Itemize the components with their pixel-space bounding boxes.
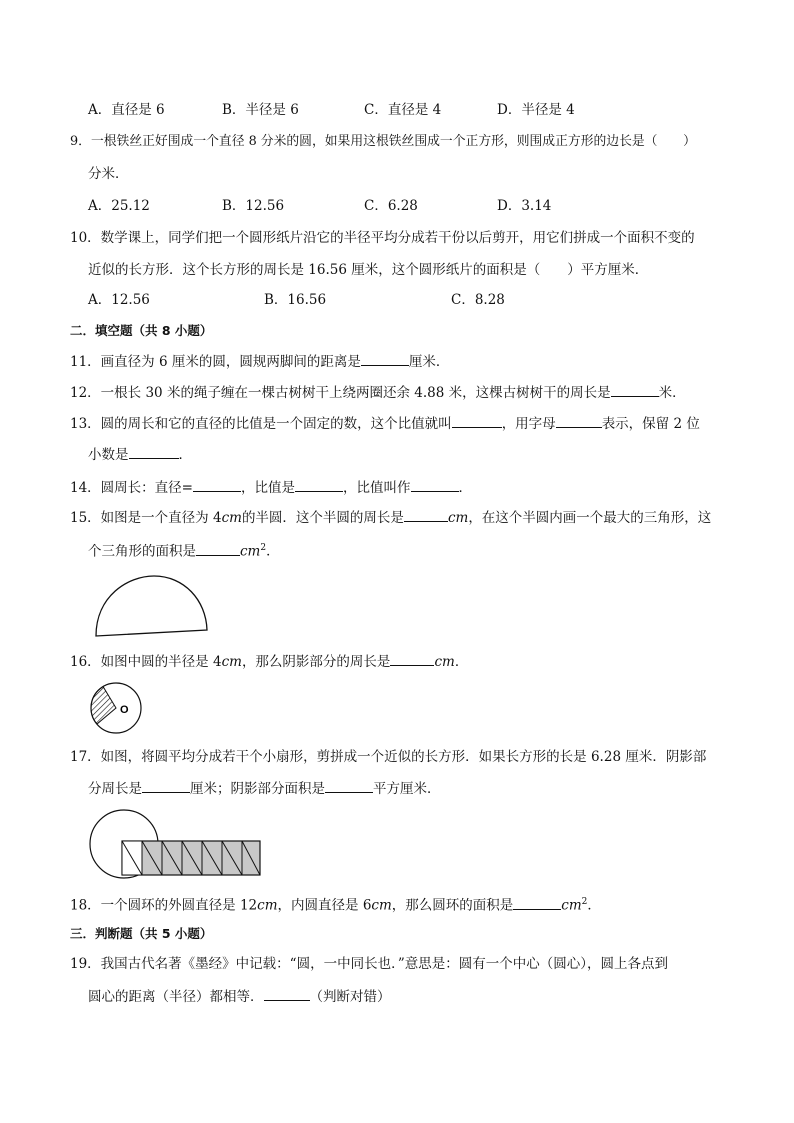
section-true-false-heading: 三．判断题（共 5 小题） (70, 926, 213, 941)
q8-option-a: A．直径是 6 (88, 102, 165, 118)
q17-line2: 分周长是 厘米；阴影部分面积是 平方厘米． (88, 781, 441, 797)
q14-blank-1[interactable] (193, 478, 241, 492)
q10-option-b: B．16.56 (264, 292, 327, 308)
q19-answer-blank[interactable] (264, 987, 310, 1001)
q9-line2: 分米． (88, 166, 129, 182)
q13-blank-3[interactable] (129, 445, 179, 459)
q12-answer-blank[interactable] (611, 383, 659, 397)
q16-answer-blank[interactable] (390, 652, 434, 666)
q17-line1: 17．如图，将圆平均分成若干个小扇形，剪拼成一个近似的长方形．如果长方形的长是 6.28 厘米．阴影部 (70, 749, 707, 765)
q14-blank-3[interactable] (411, 478, 459, 492)
circle-to-rectangle-figure (88, 808, 264, 880)
q13-line2: 小数是 ． (88, 447, 192, 463)
q10-line1: 10．数学课上，同学们把一个圆形纸片沿它的半径平均分成若干份以后剪开，用它们拼成一个面积不变的 (70, 230, 695, 246)
q16: 16．如图中圆的半径是 4cm，那么阴影部分的周长是 cm． (70, 654, 469, 670)
q10-option-a: A．12.56 (88, 292, 150, 308)
q18: 18．一个圆环的外圆直径是 12cm，内圆直径是 6cm，那么圆环的面积是 $cm^2$． (70, 897, 601, 914)
q11: 11．画直径为 6 厘米的圆，圆规两脚间的距离是 厘米． (70, 354, 450, 370)
circle-shaded-sector-figure (88, 680, 144, 736)
semicircle-figure (88, 572, 212, 640)
q13-blank-2[interactable] (556, 414, 602, 428)
section-fill-in-heading: 二．填空题（共 8 小题） (70, 323, 213, 338)
q14-blank-2[interactable] (295, 478, 343, 492)
q14: 14．圆周长：直径= ，比值是 ，比值叫作 ． (70, 480, 472, 496)
q12: 12．一根长 30 米的绳子缠在一棵古树树干上绕两圈还余 4.88 米，这棵古树树干的周长是 米． (70, 385, 686, 401)
q10-line2: 近似的长方形．这个长方形的周长是 16.56 厘米，这个圆形纸片的面积是（ ）平方厘米． (88, 262, 649, 278)
q15-line1: 15．如图是一个直径为 4cm的半圆．这个半圆的周长是 cm，在这个半圆内画一个最大的三角形，这 (70, 510, 712, 526)
q11-answer-blank[interactable] (361, 352, 409, 366)
q8-option-c: C．直径是 4 (364, 102, 442, 118)
q19-line1: 19．我国古代名著《墨经》中记载：“圆，一中同长也．”意思是：圆有一个中心（圆心），圆上各点到 (70, 956, 668, 972)
q8-option-b: B．半径是 6 (222, 102, 299, 118)
q18-answer-blank[interactable] (513, 896, 561, 910)
q9-option-b: B．12.56 (222, 198, 285, 214)
q19-line2: 圆心的距离（半径）都相等． （判断对错） (88, 989, 391, 1005)
q10-option-c: C．8.28 (451, 292, 505, 308)
center-label: O (120, 704, 129, 716)
q15-line2: 个三角形的面积是 $cm^2$． (88, 543, 280, 560)
q9-option-a: A．25.12 (88, 198, 150, 214)
q13-blank-1[interactable] (452, 414, 502, 428)
q13-line1: 13．圆的周长和它的直径的比值是一个固定的数，这个比值就叫 ，用字母 表示，保留 2 位 (70, 416, 700, 432)
q9-option-d: D．3.14 (497, 198, 552, 214)
q15-blank-2[interactable] (196, 542, 240, 556)
q8-option-d: D．半径是 4 (497, 102, 575, 118)
q9-line1: 9．一根铁丝正好围成一个直径 8 分米的圆，如果用这根铁丝围成一个正方形，则围成正方形的边长是（ ） (70, 134, 696, 149)
q15-blank-1[interactable] (404, 508, 448, 522)
q9-option-c: C．6.28 (364, 198, 418, 214)
q17-blank-2[interactable] (325, 779, 373, 793)
q17-blank-1[interactable] (142, 779, 190, 793)
